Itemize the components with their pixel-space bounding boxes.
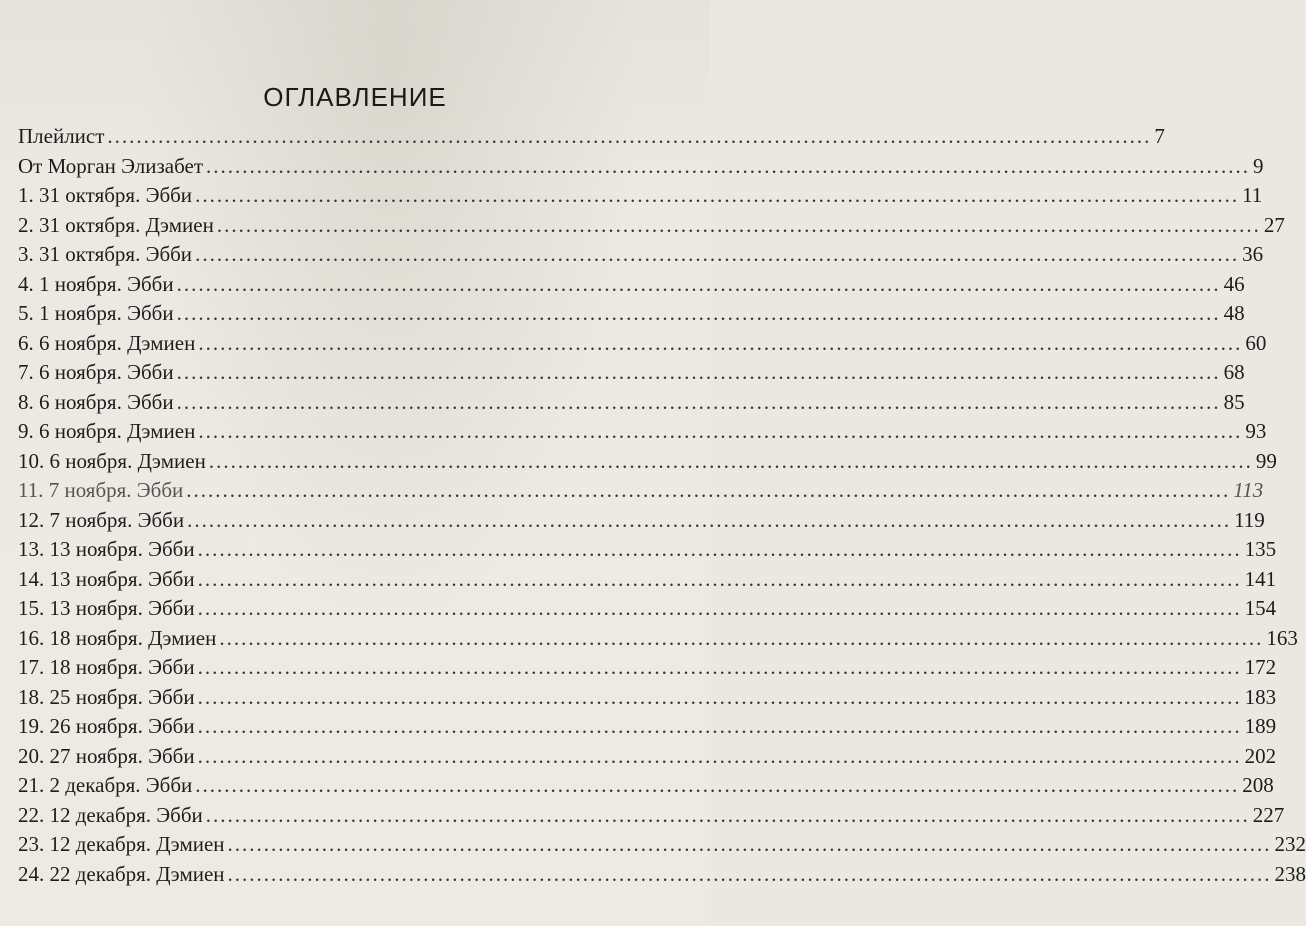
toc-entry-page: 163 <box>1266 625 1298 650</box>
toc-entry-label: 17. 18 ноября. Эбби <box>18 655 195 679</box>
toc-entry-page: 141 <box>1244 566 1277 591</box>
toc-entry <box>18 122 1165 152</box>
toc-entry <box>18 565 1277 595</box>
toc-entry-page: 60 <box>1245 330 1267 355</box>
toc-entry-page: 7 <box>1154 124 1165 148</box>
dot-leader: ................................................................................................................................................ <box>195 242 1240 266</box>
toc-entry-label: 4. 1 ноября. Эбби <box>18 271 174 296</box>
toc-entry <box>18 801 1285 831</box>
dot-leader: ................................................................................................................................................ <box>216 212 1261 237</box>
toc-entry <box>18 506 1265 536</box>
toc-entry-label: От Морган Элизабет <box>18 153 203 178</box>
toc-entry-page: 27 <box>1263 212 1285 237</box>
dot-leader: ................................................................................................................................................ <box>198 419 1243 443</box>
dot-leader: ................................................................................................................................................ <box>197 743 1242 768</box>
toc-entry <box>18 830 1306 860</box>
toc-entry-label: 13. 13 ноября. Эбби <box>18 537 195 561</box>
toc-entry-page: 93 <box>1245 419 1267 443</box>
toc-entry-label: 19. 26 ноября. Эбби <box>18 714 195 738</box>
toc-entry <box>18 181 1263 211</box>
toc-entry-page: 119 <box>1234 507 1265 532</box>
toc-entry-page: 238 <box>1274 861 1306 886</box>
dot-leader: ................................................................................................................................................ <box>176 301 1221 325</box>
toc-entry <box>18 417 1267 447</box>
toc-entry-label: 23. 12 декабря. Дэмиен <box>18 832 225 856</box>
toc-entry-label: 14. 13 ноября. Эбби <box>18 566 195 591</box>
dot-leader: ................................................................................................................................................ <box>208 448 1253 473</box>
page-title: ОГЛАВЛЕНИЕ <box>263 82 447 112</box>
toc-entry-label: 6. 6 ноября. Дэмиен <box>18 330 196 355</box>
toc-entry <box>18 535 1277 565</box>
toc-entry-label: 18. 25 ноября. Эбби <box>18 684 195 709</box>
toc-entry <box>18 329 1267 359</box>
toc-entry-label: 11. 7 ноября. Эбби <box>18 478 184 502</box>
dot-leader: ................................................................................................................................................ <box>197 655 1242 679</box>
toc-entry-page: 46 <box>1223 271 1245 296</box>
toc-entry-label: Плейлист <box>18 124 105 148</box>
dot-leader: ................................................................................................................................................ <box>219 625 1264 650</box>
table-of-contents <box>18 122 1306 889</box>
dot-leader: ................................................................................................................................................ <box>186 478 1231 502</box>
toc-entry-page: 36 <box>1242 242 1264 266</box>
dot-leader: ................................................................................................................................................ <box>206 153 1250 178</box>
dot-leader: ................................................................................................................................................ <box>107 124 1152 148</box>
toc-entry <box>18 358 1245 388</box>
toc-entry-page: 99 <box>1255 448 1277 473</box>
toc-entry-label: 5. 1 ноября. Эбби <box>18 301 174 325</box>
dot-leader: ................................................................................................................................................ <box>197 537 1242 561</box>
toc-entry-label: 2. 31 октября. Дэмиен <box>18 212 214 237</box>
dot-leader: ................................................................................................................................................ <box>205 802 1250 827</box>
toc-entry-label: 20. 27 ноября. Эбби <box>18 743 195 768</box>
toc-entry-label: 3. 31 октября. Эбби <box>18 242 193 266</box>
toc-entry-label: 24. 22 декабря. Дэмиен <box>18 861 225 886</box>
toc-entry <box>18 476 1264 506</box>
toc-entry-label: 10. 6 ноября. Дэмиен <box>18 448 206 473</box>
toc-entry <box>18 388 1245 418</box>
dot-leader: ................................................................................................................................................ <box>197 566 1242 591</box>
dot-leader: ................................................................................................................................................ <box>197 684 1242 709</box>
toc-entry <box>18 653 1277 683</box>
toc-entry-label: 9. 6 ноября. Дэмиен <box>18 419 196 443</box>
dot-leader: ................................................................................................................................................ <box>197 714 1242 738</box>
toc-entry-page: 172 <box>1244 655 1277 679</box>
toc-entry-page: 189 <box>1244 714 1277 738</box>
toc-entry-page: 68 <box>1223 360 1245 384</box>
toc-entry-page: 154 <box>1244 596 1277 620</box>
toc-entry-page: 227 <box>1252 802 1285 827</box>
toc-entry-page: 208 <box>1242 773 1274 797</box>
toc-entry-label: 21. 2 декабря. Эбби <box>18 773 193 797</box>
dot-leader: ................................................................................................................................................ <box>176 271 1221 296</box>
dot-leader: ................................................................................................................................................ <box>197 596 1242 620</box>
toc-entry <box>18 860 1306 890</box>
toc-entry <box>18 742 1277 772</box>
toc-entry <box>18 299 1245 329</box>
dot-leader: ................................................................................................................................................ <box>227 832 1272 856</box>
toc-entry-label: 8. 6 ноября. Эбби <box>18 389 174 414</box>
dot-leader: ................................................................................................................................................ <box>198 330 1243 355</box>
toc-entry <box>18 712 1277 742</box>
toc-entry <box>18 683 1277 713</box>
dot-leader: ................................................................................................................................................ <box>195 183 1240 207</box>
toc-entry <box>18 152 1264 182</box>
toc-entry-label: 16. 18 ноября. Дэмиен <box>18 625 217 650</box>
toc-entry <box>18 270 1245 300</box>
dot-leader: ................................................................................................................................................ <box>227 861 1272 886</box>
toc-entry <box>18 594 1277 624</box>
toc-entry <box>18 240 1264 270</box>
toc-entry-page: 48 <box>1223 301 1245 325</box>
dot-leader: ................................................................................................................................................ <box>176 389 1221 414</box>
toc-entry-page: 232 <box>1274 832 1306 856</box>
toc-entry-page: 11 <box>1242 183 1263 207</box>
toc-entry-label: 1. 31 октября. Эбби <box>18 183 193 207</box>
toc-entry <box>18 771 1274 801</box>
toc-entry-page: 183 <box>1244 684 1277 709</box>
toc-entry-label: 15. 13 ноября. Эбби <box>18 596 195 620</box>
toc-entry <box>18 624 1298 654</box>
toc-entry-page: 85 <box>1223 389 1245 414</box>
toc-entry-page: 9 <box>1253 153 1264 178</box>
dot-leader: ................................................................................................................................................ <box>195 773 1240 797</box>
toc-entry-label: 7. 6 ноября. Эбби <box>18 360 174 384</box>
dot-leader: ................................................................................................................................................ <box>187 507 1232 532</box>
toc-entry <box>18 447 1277 477</box>
toc-entry-page: 135 <box>1244 537 1277 561</box>
toc-entry-label: 22. 12 декабря. Эбби <box>18 802 203 827</box>
dot-leader: ................................................................................................................................................ <box>176 360 1221 384</box>
toc-entry-page: 202 <box>1244 743 1277 768</box>
toc-entry-page: 113 <box>1233 478 1264 502</box>
toc-entry <box>18 211 1285 241</box>
toc-entry-label: 12. 7 ноября. Эбби <box>18 507 185 532</box>
